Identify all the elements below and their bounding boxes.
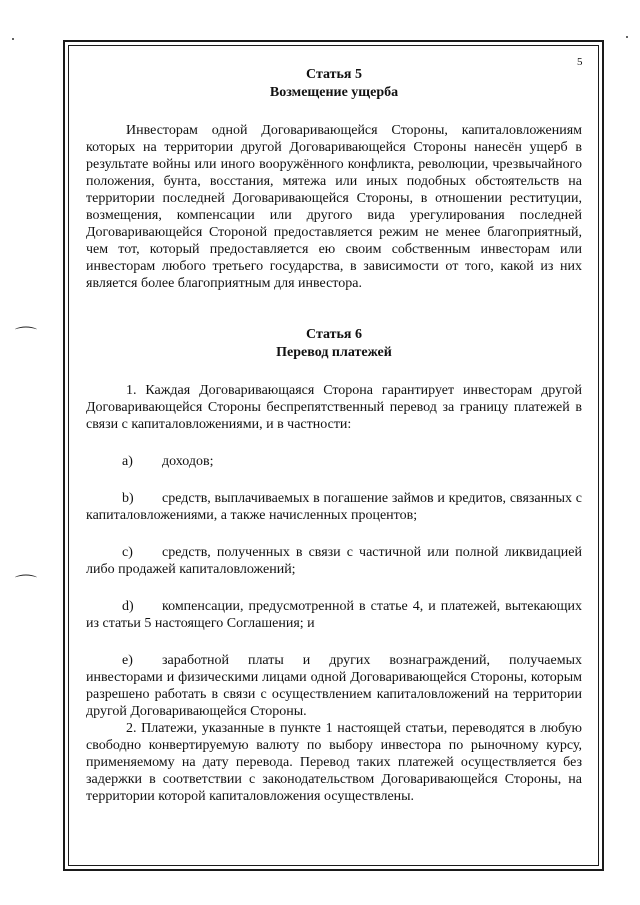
- list-item: [86, 652, 582, 720]
- list-item: [86, 544, 582, 578]
- article-5-title: Статья 5: [306, 67, 362, 82]
- article-5-subtitle: Возмещение ущерба: [269, 85, 399, 100]
- list-item-text: средств, выплачиваемых в погашение займов и кредитов, связанных с капиталовложениями, а также начисленных процентов;: [86, 491, 582, 523]
- scan-speck: [626, 36, 628, 38]
- list-marker: a): [122, 454, 133, 469]
- list-marker: b): [122, 491, 134, 506]
- article-5-text: Инвесторам одной Договаривающейся Стороны, капиталовложениям которых на территории другой Договаривающейся Стороны нанесён ущерб в результате войны или иного вооружённого конфликта, революции, чрезвычайного положения, бунта, восстания, мятежа или иных подобных обстоятельств на территории последней Договаривающейся Стороны, в отношении реституции, возмещения, компенсации или другого вида урегулирования последней Договаривающейся Стороной предоставляется режим не менее благоприятный, чем тот, который предоставляется ею своим собственным инвесторам или инвесторам любого третьего государства, в зависимости от того, какой из них является более благоприятным для инвестора.: [86, 123, 582, 291]
- list-item-text: доходов;: [162, 454, 214, 469]
- binding-mark: ⌒: [14, 327, 38, 344]
- list-item-text: заработной платы и других вознаграждений, получаемых инвесторами и физическими лицами одной Договаривающейся Стороны, которым разрешено работать в связи с осуществлением капиталовложений на территории другой Договаривающейся Стороны.: [86, 653, 582, 719]
- list-marker: e): [122, 653, 133, 668]
- list-marker: c): [122, 545, 133, 560]
- scan-speck: [12, 38, 14, 40]
- article-6-title: Статья 6: [306, 327, 362, 342]
- article-6-subtitle: Перевод платежей: [276, 345, 392, 360]
- list-item-text: средств, полученных в связи с частичной или полной ликвидацией либо продажей капиталовложений;: [86, 545, 582, 577]
- list-item: [86, 490, 582, 524]
- article-6-paragraph-1: 1. Каждая Договаривающаяся Сторона гарантирует инвесторам другой Договаривающейся Стороны беспрепятственный перевод за границу платежей в связи с капиталовложениями, и в частности:: [86, 383, 582, 432]
- list-item: [86, 453, 582, 470]
- list-item-text: компенсации, предусмотренной в статье 4, и платежей, вытекающих из статьи 5 настоящего Соглашения; и: [86, 599, 582, 631]
- page-number: 5: [577, 56, 583, 68]
- list-marker: d): [122, 599, 134, 614]
- binding-mark: ⌒: [14, 575, 38, 592]
- document-body: [86, 66, 582, 805]
- list-item: [86, 598, 582, 632]
- article-6-paragraph-2: 2. Платежи, указанные в пункте 1 настоящей статьи, переводятся в любую свободно конвертируемую валюту по выбору инвестора по рыночному курсу, применяемому на дату перевода. Перевод таких платежей осуществляется без задержки в соответствии с законодательством Договаривающейся Стороны, на территории которой капиталовложения осуществлены.: [86, 721, 582, 804]
